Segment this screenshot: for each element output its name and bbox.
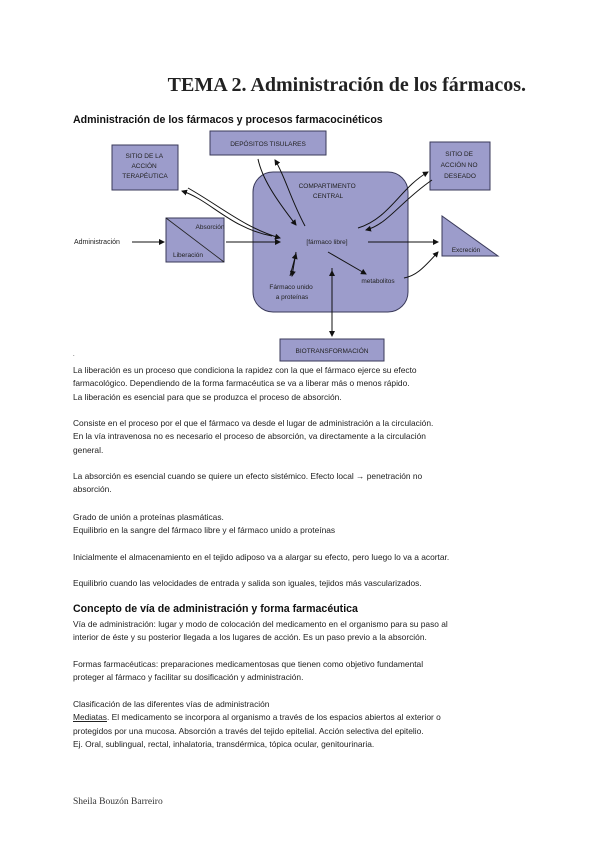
paragraph-dosage-forms: Formas farmacéuticas: preparaciones medicamentosas que tienen como objetivo fundamental proteger al fármaco y facilitar su dosificación y administración.	[73, 659, 424, 683]
paragraph-storage: Inicialmente el almacenamiento en el tejido adiposo va a alargar su efecto, pero luego lo va a acortar.	[73, 552, 450, 562]
free-drug-label: [fármaco libre]	[306, 239, 348, 246]
release-label: Liberación	[173, 252, 203, 259]
pharmacokinetics-diagram	[70, 128, 540, 363]
administration-label: Administración	[74, 239, 120, 246]
paragraph-systemic: La absorción es esencial cuando se quiere un efecto sistémico. Efecto local → penetración no absorción.	[73, 471, 423, 495]
paragraph-absorption-process: Consiste en el proceso por el que el fármaco va desde el lugar de administración a la circulación. En la vía intravenosa no es necesario el proceso de absorción, va directamente a la circulación general.	[73, 418, 434, 455]
section-heading-processes: Administración de los fármacos y procesos farmacocinéticos	[73, 114, 383, 126]
paragraph-classification: Clasificación de las diferentes vías de administración Mediatas. El medicamento se incorpora al organismo a través de los espacios abiertos al exterior o protegidos por una mucosa. Absorción a través del tejido epitelial. Acción selectiva del epitelio. Ej. Oral, sublingual, rectal, inhalatoria, transdérmica, tópica ocular, genitourinaria.	[73, 699, 441, 749]
arrow-metabolites-excretion	[404, 252, 438, 278]
paragraph-liberation: La liberación es un proceso que condiciona la rapidez con la que el fármaco ejerce su efecto farmacológico. Dependiendo de la forma farmacéutica se va a liberar más o menos rápido. La liberación es esencial para que se produzca el proceso de absorción.	[73, 365, 417, 402]
biotransformation-label: BIOTRANSFORMACIÓN	[295, 348, 369, 355]
central-compartment-label: COMPARTIMENTO CENTRAL	[298, 183, 356, 200]
paragraph-route-definition: Vía de administración: lugar y modo de colocación del medicamento en el organismo para su paso al interior de éste y su posterior llegada a los lugares de acción. Es un paso previo a la absorción.	[73, 619, 448, 643]
section-heading-routes: Concepto de vía de administración y forma farmacéutica	[73, 603, 358, 615]
paragraph-equilibrium: Equilibrio cuando las velocidades de entrada y salida son iguales, tejidos más vascularizados.	[73, 578, 422, 588]
excretion-label: Excreción	[451, 247, 481, 254]
tissue-deposits-label: DEPÓSITOS TISULARES	[230, 141, 306, 148]
therapeutic-site-label: SITIO DE LA ACCIÓN TERAPÉUTICA	[122, 153, 168, 180]
paragraph-protein-binding: Grado de unión a proteínas plasmáticas. Equilibrio en la sangre del fármaco libre y el fármaco unido a proteínas	[73, 512, 336, 536]
author-footer: Sheila Bouzón Barreiro	[73, 797, 163, 807]
metabolites-label: metabolitos	[361, 278, 395, 285]
protein-bound-label: Fármaco unido a proteínas	[269, 284, 313, 301]
undesired-site-label: SITIO DE ACCIÓN NO DESEADO	[440, 151, 478, 180]
mediatas-term: Mediatas	[73, 712, 107, 723]
page-title: TEMA 2. Administración de los fármacos.	[167, 74, 526, 96]
absorption-label: Absorción	[195, 224, 225, 231]
